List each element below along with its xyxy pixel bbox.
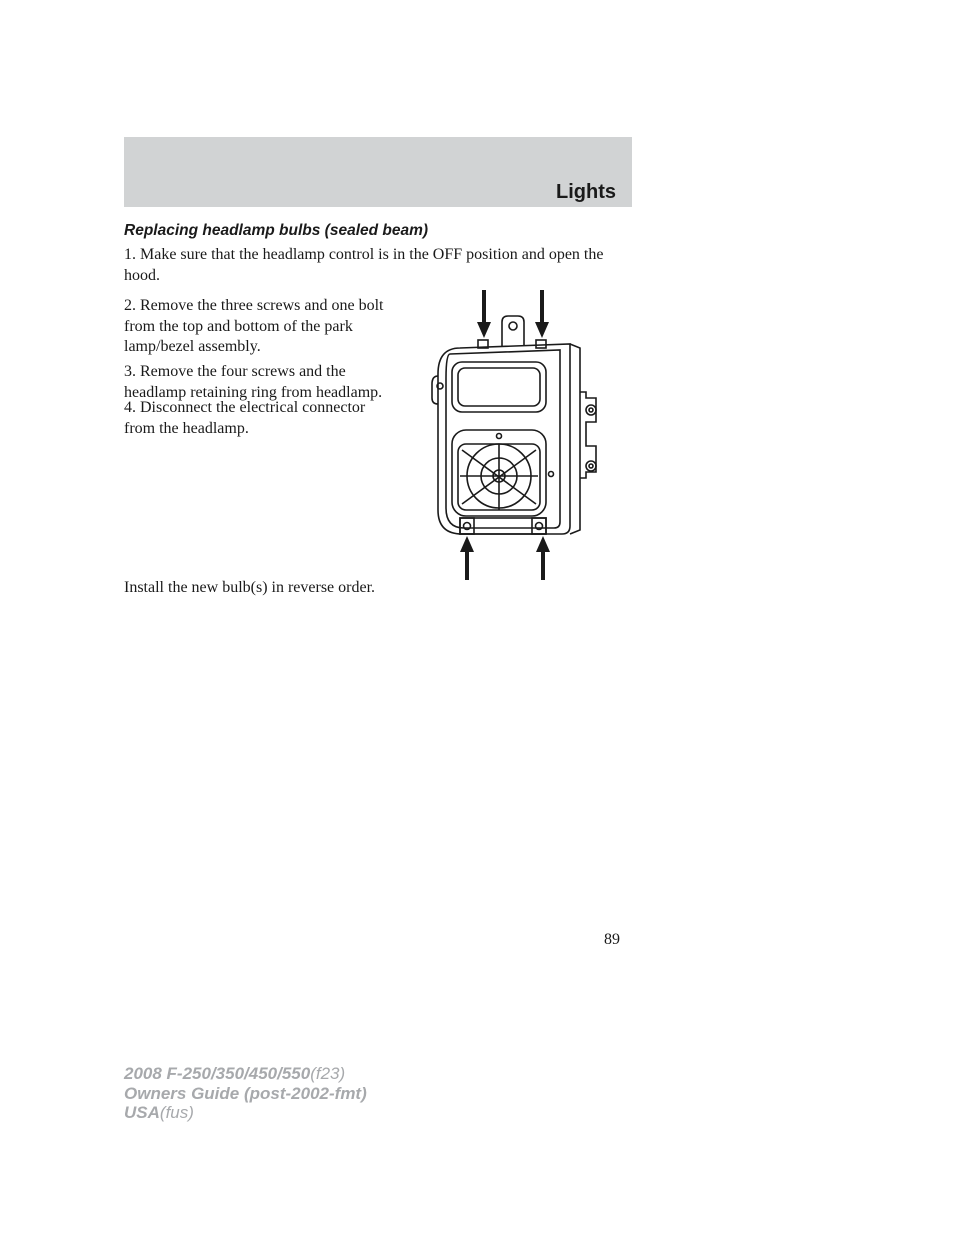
step-2: 2. Remove the three screws and one bolt from the top and bottom of the park lamp/bezel assembly. — [124, 297, 384, 355]
headlamp-assembly-figure — [420, 286, 610, 582]
headlamp-assembly-icon — [420, 286, 610, 582]
footer — [124, 1064, 367, 1123]
footer-line-2 — [124, 1084, 367, 1104]
section-title: Lights — [556, 181, 616, 203]
step-4: 4. Disconnect the electrical connector from the headlamp. — [124, 399, 366, 437]
header-band — [124, 137, 632, 207]
footer-region-code: (fus) — [159, 1103, 194, 1122]
footer-line-1 — [124, 1064, 367, 1084]
footer-guide: Owners Guide (post-2002-fmt) — [124, 1083, 367, 1103]
step-1: 1. Make sure that the headlamp control is in the OFF position and open the hood. — [124, 246, 604, 284]
page-number: 89 — [604, 931, 620, 948]
footer-model-code: (f23) — [310, 1064, 346, 1083]
closing-instruction: Install the new bulb(s) in reverse order. — [124, 579, 376, 596]
step-3: 3. Remove the four screws and the headlamp retaining ring from headlamp. — [124, 363, 383, 401]
procedure-heading: Replacing headlamp bulbs (sealed beam) — [124, 222, 429, 239]
footer-model: 2008 F-250/350/450/550 — [124, 1064, 311, 1083]
footer-region: USA — [124, 1103, 160, 1122]
footer-line-3 — [124, 1103, 367, 1123]
